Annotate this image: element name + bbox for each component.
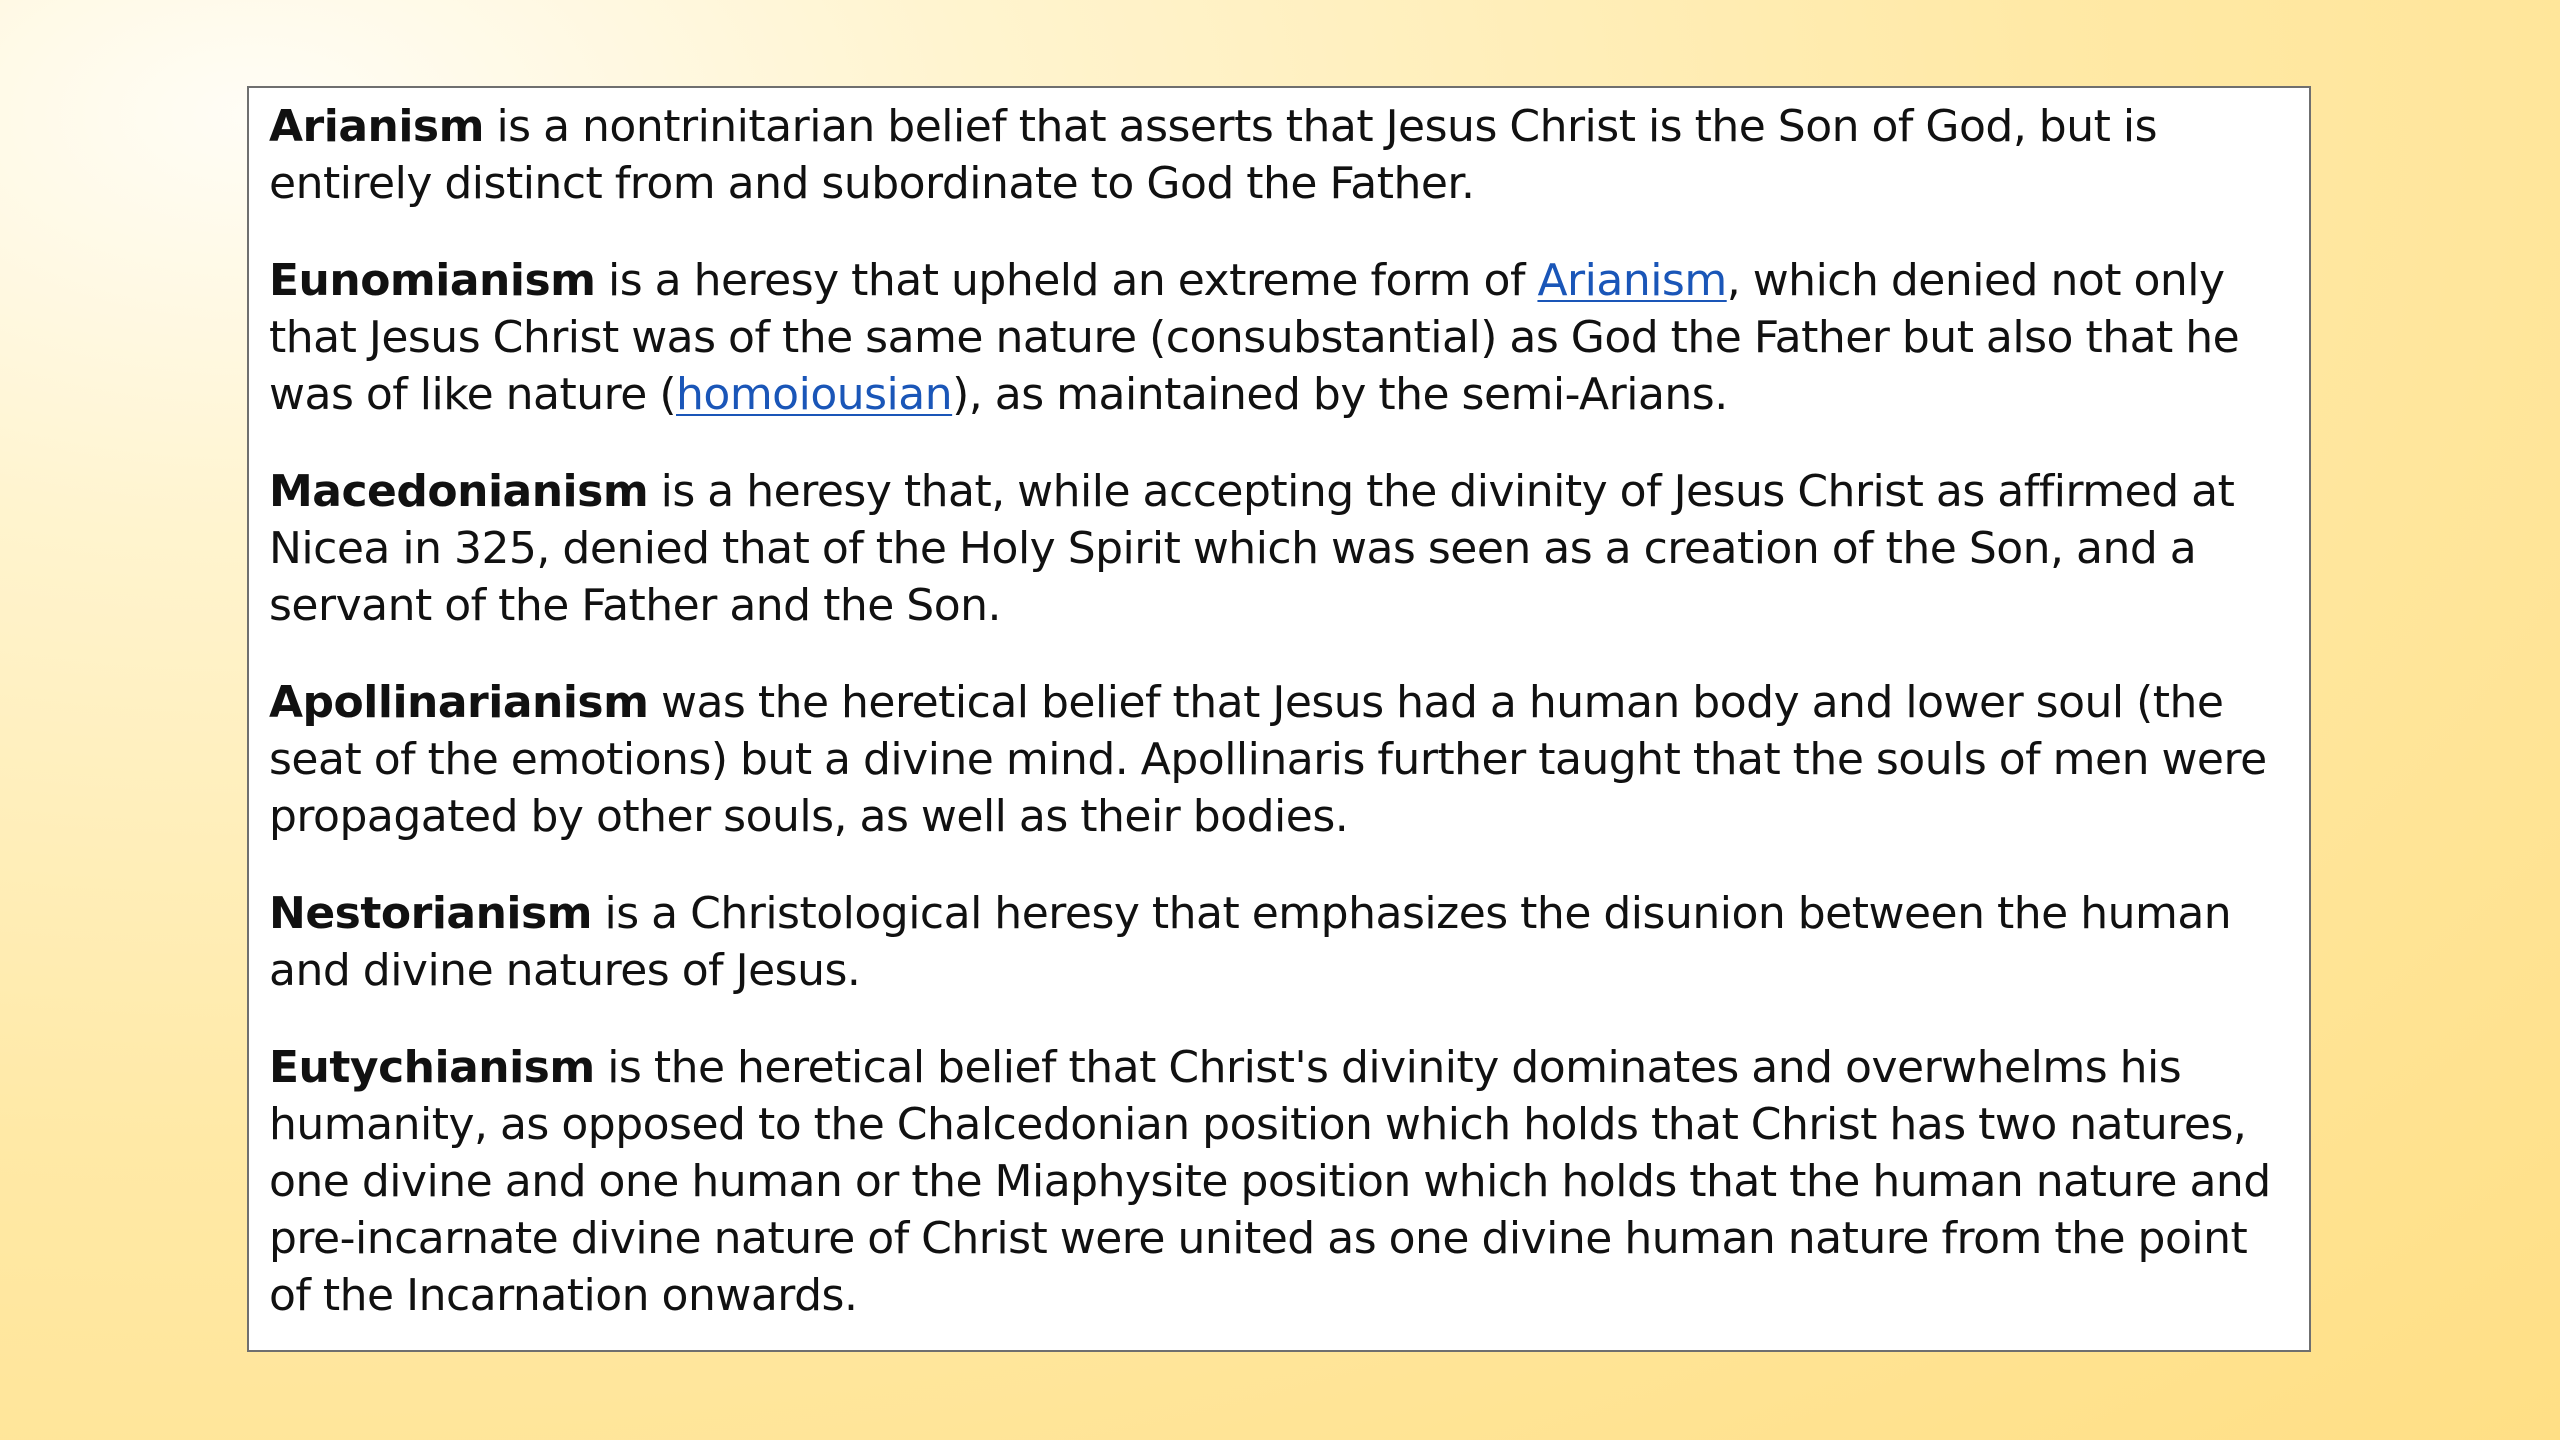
- content-panel: [247, 86, 2311, 1352]
- definition-macedonianism: is a heresy that, while accepting the divinity of Jesus Christ as affirmed at Nicea in 325, denied that of the Holy Spirit which was seen as a creation of the Son, and a servant of the Father and the Son.: [269, 466, 2235, 631]
- homoiousian-link[interactable]: homoiousian: [676, 369, 953, 420]
- entry-arianism: [269, 98, 2279, 212]
- entry-apollinarianism: [269, 674, 2279, 845]
- definition-apollinarianism: was the heretical belief that Jesus had a human body and lower soul (the seat of the emotions) but a divine mind. Apollinaris further taught that the souls of men were propagated by other souls, as well as their bodies.: [269, 677, 2267, 842]
- entry-eunomianism: [269, 252, 2279, 423]
- definition-eunomianism-part2: , which denied not only that Jesus Christ was of the same nature (consubstantial) as God the Father but also that he was of like nature (: [269, 255, 2240, 420]
- term-macedonianism: Macedonianism: [269, 466, 649, 517]
- definition-eutychianism: is the heretical belief that Christ's divinity dominates and overwhelms his humanity, as opposed to the Chalcedonian position which holds that Christ has two natures, one divine and one human or the Miaphysite position which holds that the human nature and pre-incarnate divine nature of Christ were united as one divine human nature from the point of the Incarnation onwards.: [269, 1042, 2271, 1321]
- term-nestorianism: Nestorianism: [269, 888, 593, 939]
- term-eutychianism: Eutychianism: [269, 1042, 595, 1093]
- term-arianism: Arianism: [269, 101, 484, 152]
- term-apollinarianism: Apollinarianism: [269, 677, 649, 728]
- entry-macedonianism: [269, 463, 2279, 634]
- definition-eunomianism-part1: is a heresy that upheld an extreme form of: [595, 255, 1538, 306]
- entry-nestorianism: [269, 885, 2279, 999]
- definition-nestorianism: is a Christological heresy that emphasizes the disunion between the human and divine natures of Jesus.: [269, 888, 2232, 996]
- definition-arianism: is a nontrinitarian belief that asserts that Jesus Christ is the Son of God, but is entirely distinct from and subordinate to God the Father.: [269, 101, 2158, 209]
- definition-eunomianism-part3: ), as maintained by the semi-Arians.: [952, 369, 1728, 420]
- entry-eutychianism: [269, 1039, 2279, 1324]
- arianism-link[interactable]: Arianism: [1537, 255, 1727, 306]
- term-eunomianism: Eunomianism: [269, 255, 596, 306]
